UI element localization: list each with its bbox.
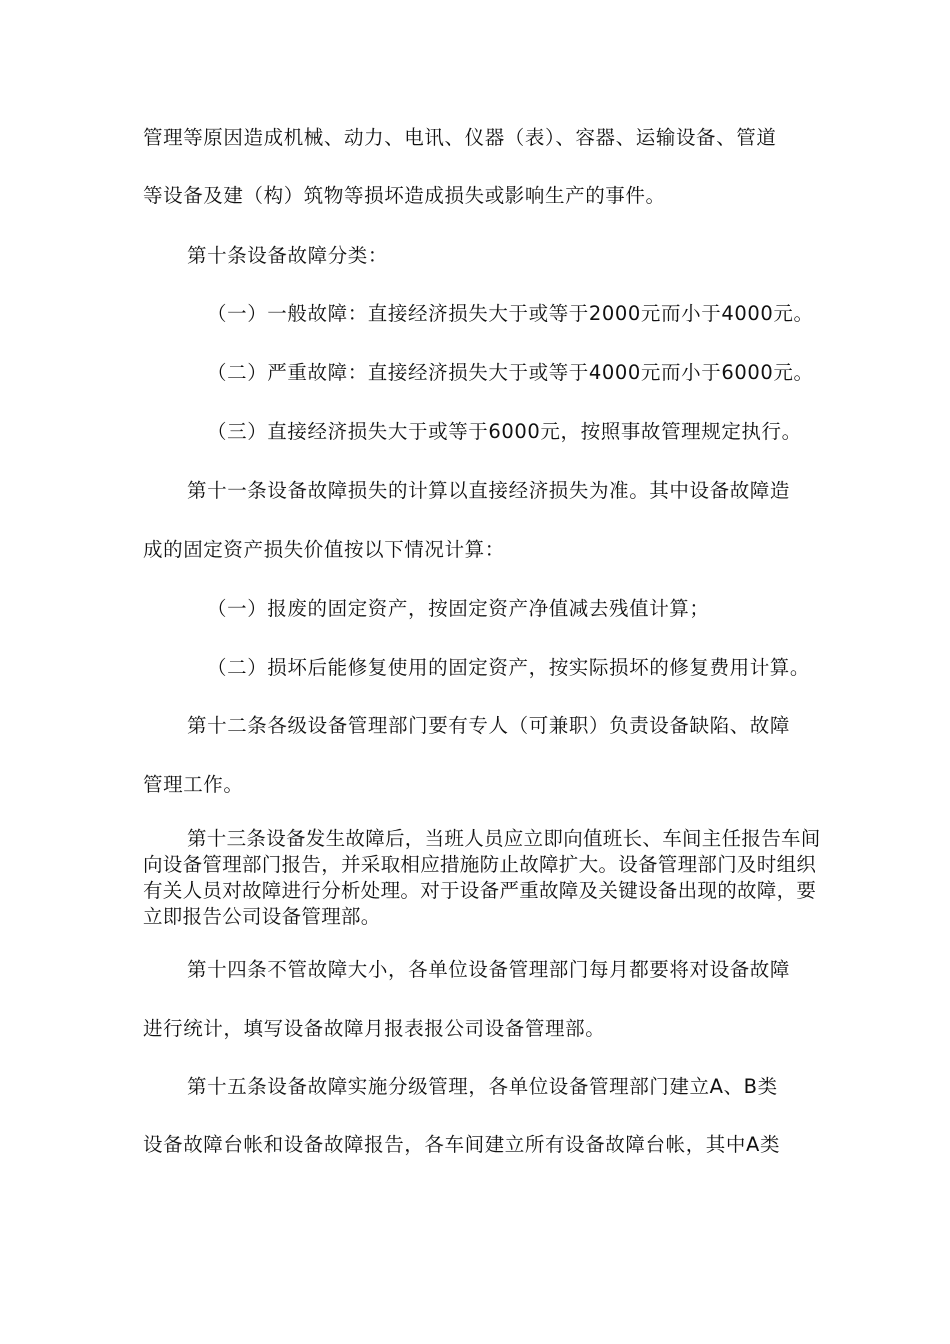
article-heading: 第十条设备故障分类： [187, 244, 389, 267]
paragraph-line: 进行统计，填写设备故障月报表报公司设备管理部。 [143, 1017, 606, 1040]
list-item: （二）损坏后能修复使用的固定资产，按实际损坏的修复费用计算。 [207, 656, 811, 679]
paragraph-line: 等设备及建（构）筑物等损坏造成损失或影响生产的事件。 [143, 184, 666, 207]
paragraph-line: 第十一条设备故障损失的计算以直接经济损失为准。其中设备故障造 [187, 479, 791, 502]
paragraph-line: 成的固定资产损失价值按以下情况计算： [143, 538, 505, 561]
paragraph-line: 管理工作。 [143, 773, 244, 796]
article-13-paragraph: 第十三条设备发生故障后，当班人员应立即向值班长、车间主任报告车间向设备管理部门报告，并采取相应措施防止故障扩大。设备管理部门及时组织有关人员对故障进行分析处理。对于设备严重故障及关键设备出现的故障，要立即报告公司设备管理部。 [143, 827, 821, 928]
paragraph-line: 第十四条不管故障大小，各单位设备管理部门每月都要将对设备故障 [187, 958, 791, 981]
list-item: （二）严重故障：直接经济损失大于或等于4000元而小于6000元。 [207, 361, 814, 384]
list-item: （三）直接经济损失大于或等于6000元，按照事故管理规定执行。 [207, 420, 802, 443]
paragraph-line: 第十二条各级设备管理部门要有专人（可兼职）负责设备缺陷、故障 [187, 714, 791, 737]
paragraph-line: 管理等原因造成机械、动力、电讯、仪器（表）、容器、运输设备、管道 [143, 126, 777, 149]
paragraph-line: 第十五条设备故障实施分级管理，各单位设备管理部门建立A、B类 [187, 1075, 778, 1098]
paragraph-line: 设备故障台帐和设备故障报告，各车间建立所有设备故障台帐，其中A类 [143, 1133, 781, 1156]
list-item: （一）报废的固定资产，按固定资产净值减去残值计算； [207, 597, 710, 620]
list-item: （一）一般故障：直接经济损失大于或等于2000元而小于4000元。 [207, 302, 814, 325]
